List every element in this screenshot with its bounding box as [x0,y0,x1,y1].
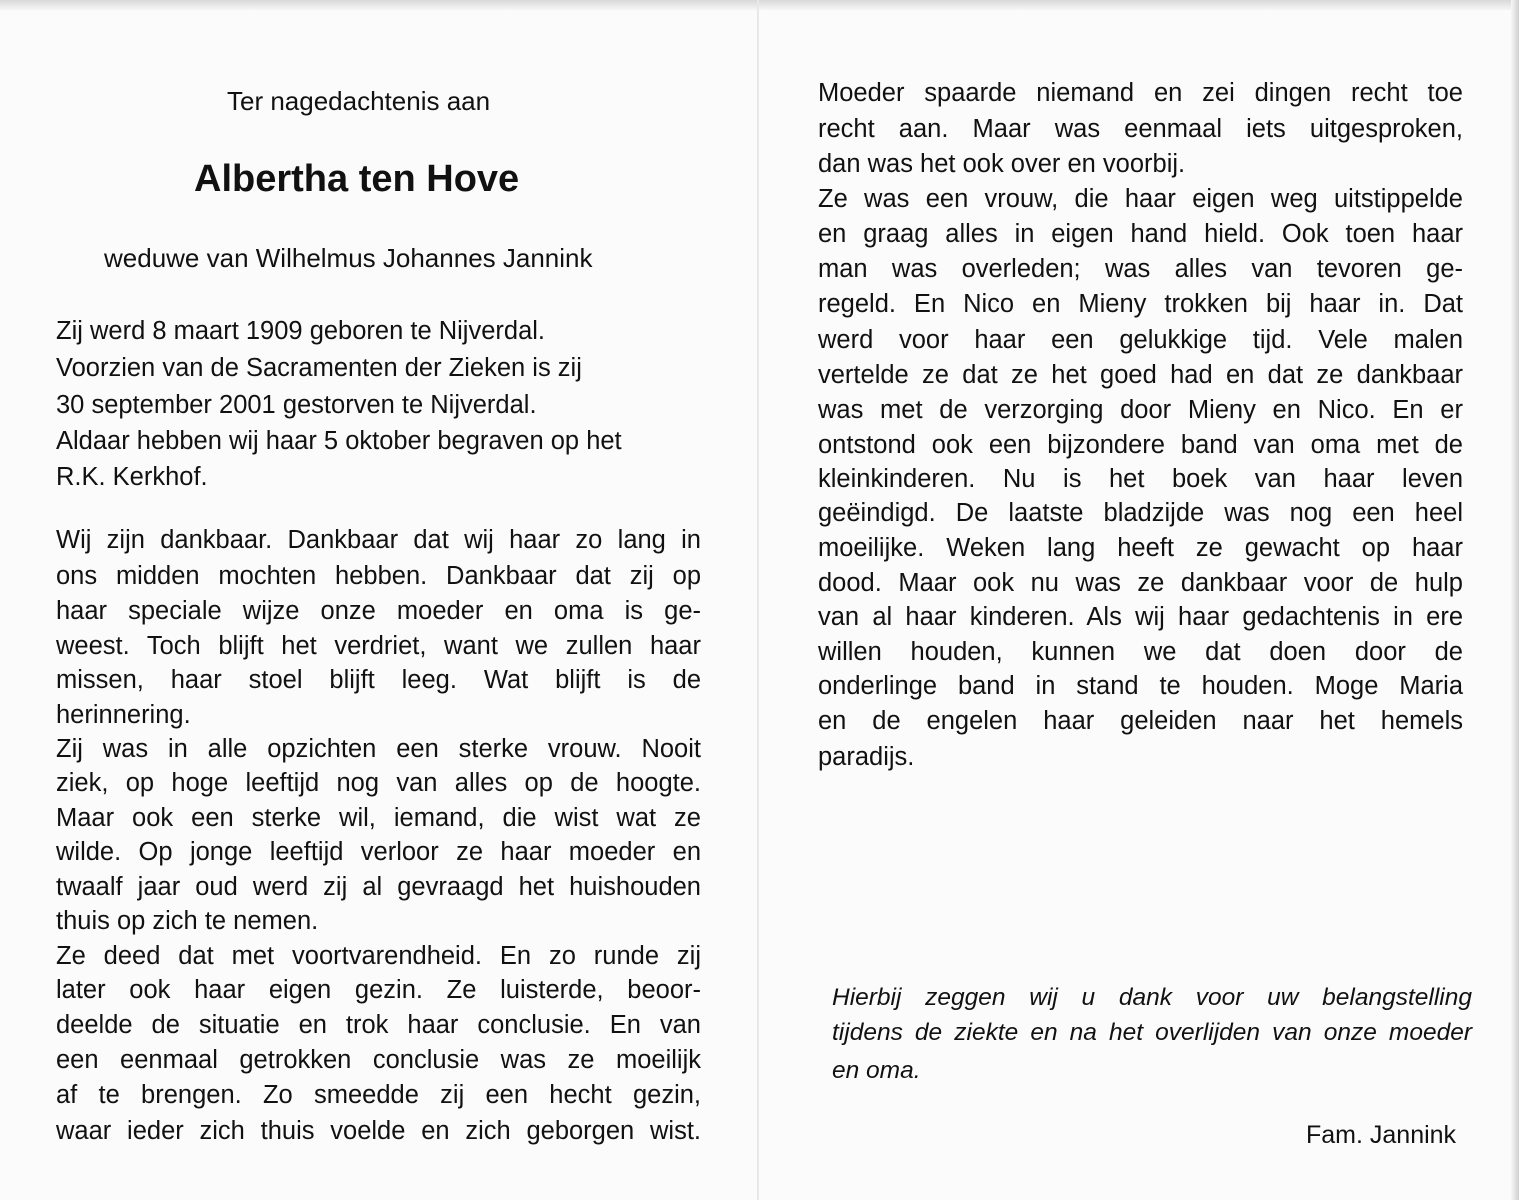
body-line: en de engelen haar geleiden naar het hemels [818,707,1463,735]
body-line: waar ieder zich thuis voelde en zich geborgen wist. [56,1117,701,1145]
fact-line: Zij werd 8 maart 1909 geboren te Nijverdal. [56,317,545,345]
body-line: Wij zijn dankbaar. Dankbaar dat wij haar zo lang in [56,526,701,554]
body-line: kleinkinderen. Nu is het boek van haar leven [818,465,1463,493]
body-line: ons midden mochten hebben. Dankbaar dat zij op [56,562,701,590]
body-line: Zij was in alle opzichten een sterke vrouw. Nooit [56,735,701,763]
scan-edge-right [1511,0,1519,1200]
body-line: een eenmaal getrokken conclusie was ze moeilijk [56,1046,701,1074]
body-line: af te brengen. Zo smeedde zij een hecht gezin, [56,1081,701,1109]
body-line: wilde. Op jonge leeftijd verloor ze haar moeder en [56,838,701,866]
body-line: deelde de situatie en trok haar conclusie. En van [56,1011,701,1039]
body-line: ontstond ook een bijzondere band van oma met de [818,431,1463,459]
body-line: dan was het ook over en voorbij. [818,150,1186,178]
body-line: van al haar kinderen. Als wij haar gedachtenis in ere [818,603,1463,631]
body-line: missen, haar stoel blijft leeg. Wat blijft is de [56,666,701,694]
widow-of-text: weduwe van Wilhelmus Johannes Jannink [104,243,593,273]
fact-line: Voorzien van de Sacramenten der Zieken is zij [56,354,582,382]
body-line: man was overleden; was alles van tevoren ge- [818,255,1463,283]
body-line: werd voor haar een gelukkige tijd. Vele malen [818,326,1463,354]
thanks-line: en oma. [832,1057,921,1084]
intro-text: Ter nagedachtenis aan [227,86,491,116]
body-line: haar speciale wijze onze moeder en oma is ge- [56,597,701,625]
body-line: herinnering. [56,701,191,729]
family-signature: Fam. Jannink [1306,1121,1457,1149]
fact-line: R.K. Kerkhof. [56,463,208,491]
body-line: Ze deed dat met voortvarendheid. En zo runde zij [56,942,701,970]
body-line: ziek, op hoge leeftijd nog van alles op de hoogte. [56,769,701,797]
body-line: recht aan. Maar was eenmaal iets uitgesproken, [818,115,1463,143]
body-line: dood. Maar ook nu was ze dankbaar voor de hulp [818,569,1463,597]
body-line: twaalf jaar oud werd zij al gevraagd het huishouden [56,873,701,901]
body-line: paradijs. [818,743,915,771]
body-line: onderlinge band in stand te houden. Moge Maria [818,672,1463,700]
body-line: geëindigd. De laatste bladzijde was nog een heel [818,499,1463,527]
thanks-line: Hierbij zeggen wij u dank voor uw belangstelling [832,984,1472,1011]
body-line: weest. Toch blijft het verdriet, want we zullen haar [56,632,701,660]
body-line: was met de verzorging door Mieny en Nico. En er [818,396,1463,424]
body-line: later ook haar eigen gezin. Ze luisterde, beoor- [56,976,701,1004]
card-fold-line [757,0,759,1200]
body-line: regeld. En Nico en Mieny trokken bij haar in. Dat [818,290,1463,318]
body-line: en graag alles in eigen hand hield. Ook toen haar [818,220,1463,248]
body-line: Maar ook een sterke wil, iemand, die wist wat ze [56,804,701,832]
fact-line: Aldaar hebben wij haar 5 oktober begraven op het [56,427,622,455]
thanks-line: tijdens de ziekte en na het overlijden van onze moeder [832,1019,1472,1046]
fact-line: 30 september 2001 gestorven te Nijverdal. [56,391,537,419]
body-line: moeilijke. Weken lang heeft ze gewacht op haar [818,534,1463,562]
body-line: thuis op zich te nemen. [56,907,319,935]
body-line: vertelde ze dat ze het goed had en dat ze dankbaar [818,361,1463,389]
body-line: Ze was een vrouw, die haar eigen weg uitstippelde [818,185,1463,213]
deceased-name: Albertha ten Hove [194,158,520,200]
body-line: Moeder spaarde niemand en zei dingen recht toe [818,79,1463,107]
scan-edge-top [0,0,1519,10]
body-line: willen houden, kunnen we dat doen door de [818,638,1463,666]
